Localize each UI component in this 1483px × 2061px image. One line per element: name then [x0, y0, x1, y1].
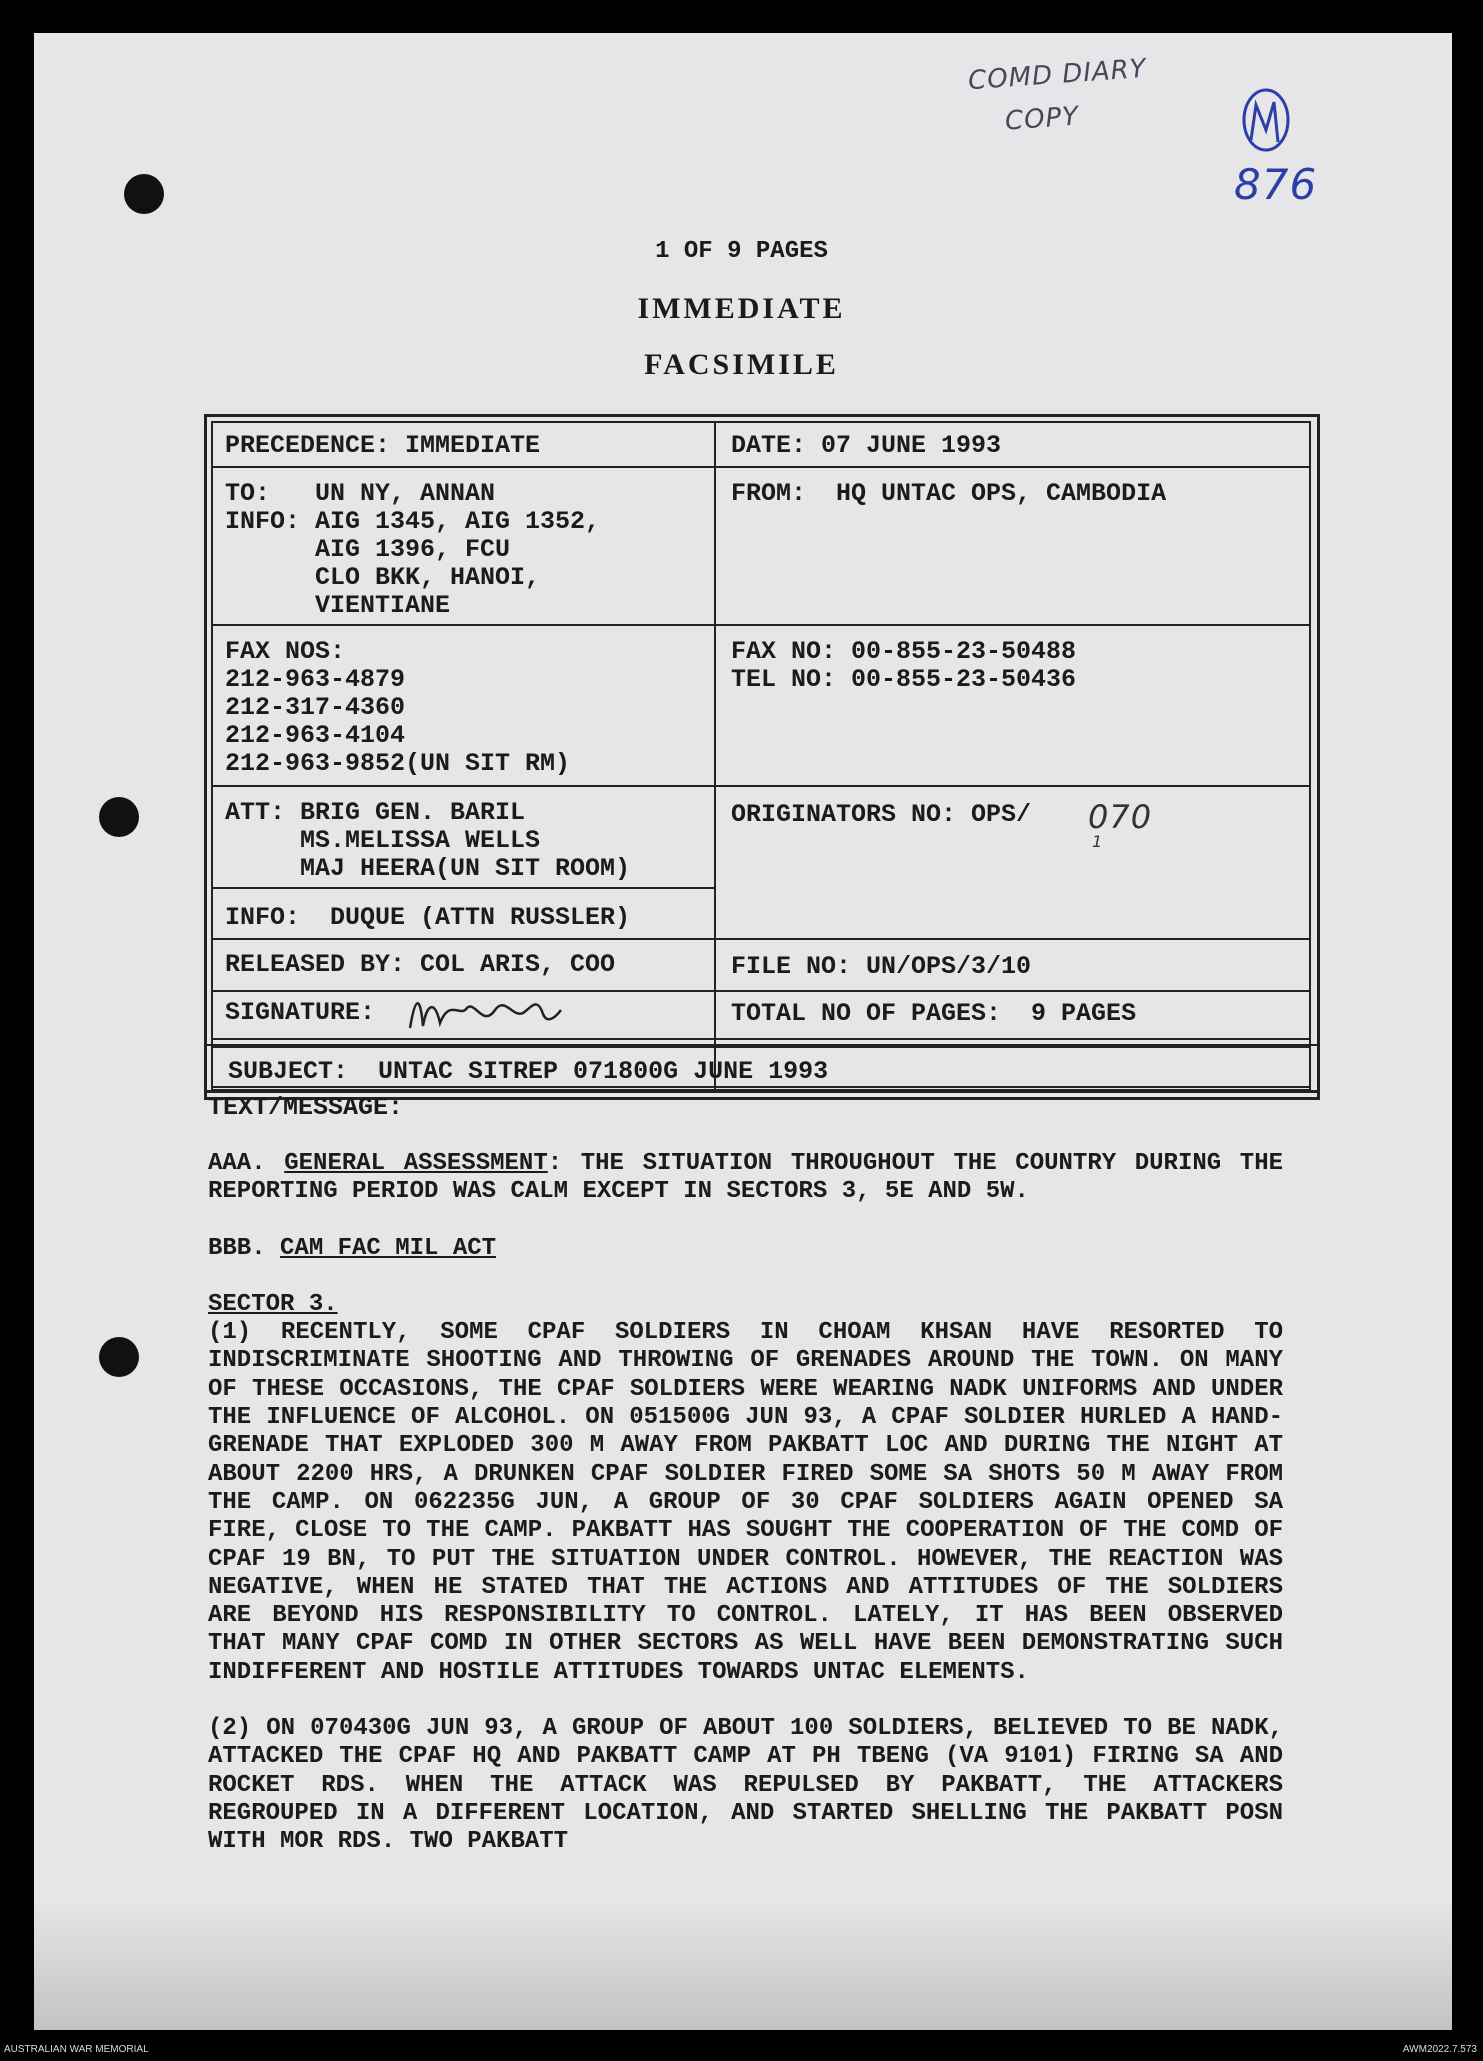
- cam-fac-mil-act-line: [208, 1235, 1283, 1263]
- general-assessment-heading: GENERAL ASSESSMENT: [284, 1150, 548, 1177]
- punch-hole-top: [124, 174, 164, 214]
- info-line: AIG 1396, FCU: [225, 535, 511, 564]
- signature-icon: [405, 988, 565, 1038]
- to-info-block: [225, 480, 600, 620]
- fax-nos-label: FAX NOS:: [225, 637, 346, 666]
- sector-3-heading: SECTOR 3.: [208, 1290, 338, 1318]
- message-body: [208, 1094, 1283, 1857]
- handwritten-number: 876: [1234, 160, 1318, 209]
- file-no: FILE NO: UN/OPS/3/10: [731, 952, 1032, 981]
- table-divider-vertical: [714, 421, 716, 1089]
- footer-right: AWM2022.7.573: [1402, 2044, 1477, 2055]
- table-row-divider: [211, 624, 1309, 626]
- released-by: RELEASED BY: COL ARIS, COO: [225, 950, 616, 979]
- punch-hole-bottom: [99, 1337, 139, 1377]
- paragraph-1: (1) RECENTLY, SOME CPAF SOLDIERS IN CHOAM KHSAN HAVE RESORTED TO INDISCRIMINATE SHOOTING AND THROWING OF GRENADES AROUND THE TOWN. ON MANY OF THESE OCCASIONS, THE CPAF SOLDIERS WERE WEARING NADK UNIFORMS AND UNDER THE INFLUENCE OF ALCOHOL. ON 051500G JUN 93, A CPAF SOLDIER HURLED A HAND-GRENADE THAT EXPLODED 300 M AWAY FROM PAKBATT LOC AND DURING THE NIGHT AT ABOUT 2200 HRS, A DRUNKEN CPAF SOLDIER FIRED SOME SA SHOTS 50 M AWAY FROM THE CAMP. ON 062235G JUN, A GROUP OF 30 CPAF SOLDIERS AGAIN OPENED SA FIRE, CLOSE TO THE CAMP. PAKBATT HAS SOUGHT THE COOPERATION OF THE COMD OF CPAF 19 BN, TO PUT THE SITUATION UNDER CONTROL. HOWEVER, THE REACTION WAS NEGATIVE, WHEN HE STATED THAT THE ACTIONS AND ATTITUDES OF THE SOLDIERS ARE BEYOND HIS RESPONSIBILITY TO CONTROL. LATELY, IT HAS BEEN OBSERVED THAT MANY CPAF COMD IN OTHER SECTORS AS WELL HAVE BEEN DEMONSTRATING SUCH INDIFFERENT AND HOSTILE ATTITUDES TOWARDS UNTAC ELEMENTS.: [208, 1319, 1283, 1686]
- table-row-divider: [211, 938, 1309, 940]
- footer-left: AUSTRALIAN WAR MEMORIAL: [4, 2044, 149, 2055]
- table-row-divider: [211, 466, 1309, 468]
- fax-number: 212-963-4104: [225, 721, 406, 750]
- punch-hole-middle: [99, 797, 139, 837]
- info-attn: INFO: DUQUE (ATTN RUSSLER): [225, 903, 631, 932]
- tel-no: TEL NO: 00-855-23-50436: [731, 665, 1077, 694]
- aaa-prefix: AAA.: [208, 1150, 266, 1177]
- handwritten-mark: 1: [1092, 832, 1104, 851]
- paragraph-2: (2) ON 070430G JUN 93, A GROUP OF ABOUT 100 SOLDIERS, BELIEVED TO BE NADK, ATTACKED THE CPAF HQ AND PAKBATT CAMP AT PH TBENG (VA 9101) FIRING SA AND ROCKET RDS. WHEN THE ATTACK WAS REPULSED BY PAKBATT, THE ATTACKERS REGROUPED IN A DIFFERENT LOCATION, AND STARTED SHELLING THE PAKBATT POSN WITH MOR RDS. TWO PAKBATT: [208, 1715, 1283, 1856]
- att-line: MS.MELISSA WELLS: [225, 826, 541, 855]
- att-line: ATT: BRIG GEN. BARIL: [225, 798, 526, 827]
- total-pages: TOTAL NO OF PAGES: 9 PAGES: [731, 999, 1137, 1028]
- info-line: CLO BKK, HANOI,: [225, 563, 541, 592]
- table-row-divider: [211, 990, 1309, 992]
- scan-shadow: [34, 1900, 1452, 2030]
- precedence: PRECEDENCE: IMMEDIATE: [225, 431, 541, 460]
- text-message-label: TEXT/MESSAGE:: [208, 1093, 404, 1122]
- handwritten-note-line2: COPY: [1004, 101, 1081, 137]
- document-type-heading: FACSIMILE: [644, 348, 839, 381]
- originators-no-handwritten: 070: [1088, 798, 1153, 836]
- to-line: TO: UN NY, ANNAN: [225, 479, 496, 508]
- info-line: VIENTIANE: [225, 591, 451, 620]
- from: FROM: HQ UNTAC OPS, CAMBODIA: [731, 479, 1167, 508]
- fax-number: 212-963-4879: [225, 665, 406, 694]
- originators-no-label: ORIGINATORS NO: OPS/: [731, 800, 1032, 829]
- info-line: INFO: AIG 1345, AIG 1352,: [225, 507, 601, 536]
- date: DATE: 07 JUNE 1993: [731, 431, 1002, 460]
- fax-no: FAX NO: 00-855-23-50488: [731, 637, 1077, 666]
- priority-heading: IMMEDIATE: [637, 292, 846, 325]
- fax-numbers-block: [225, 638, 570, 778]
- table-row-divider: [211, 887, 714, 889]
- bbb-prefix: BBB.: [208, 1234, 266, 1262]
- sender-contact-block: [731, 638, 1076, 694]
- subject: SUBJECT: UNTAC SITREP 071800G JUNE 1993: [228, 1057, 829, 1086]
- general-assessment-paragraph: [208, 1150, 1283, 1207]
- attention-block: [225, 799, 630, 883]
- signature-label: SIGNATURE:: [225, 998, 376, 1027]
- general-assessment-text: : THE SITUATION THROUGHOUT THE COUNTRY DURING THE REPORTING PERIOD WAS CALM EXCEPT IN SECTORS 3, 5E AND 5W.: [208, 1150, 1284, 1206]
- cam-fac-mil-act-heading: CAM FAC MIL ACT: [280, 1234, 497, 1262]
- handwritten-note-line1: COMD DIARY: [967, 53, 1148, 97]
- page-count: 1 OF 9 PAGES: [655, 238, 828, 265]
- fax-number: 212-963-9852(UN SIT RM): [225, 749, 571, 778]
- att-line: MAJ HEERA(UN SIT ROOM): [225, 854, 631, 883]
- table-row-divider: [211, 785, 1309, 787]
- fax-number: 212-317-4360: [225, 693, 406, 722]
